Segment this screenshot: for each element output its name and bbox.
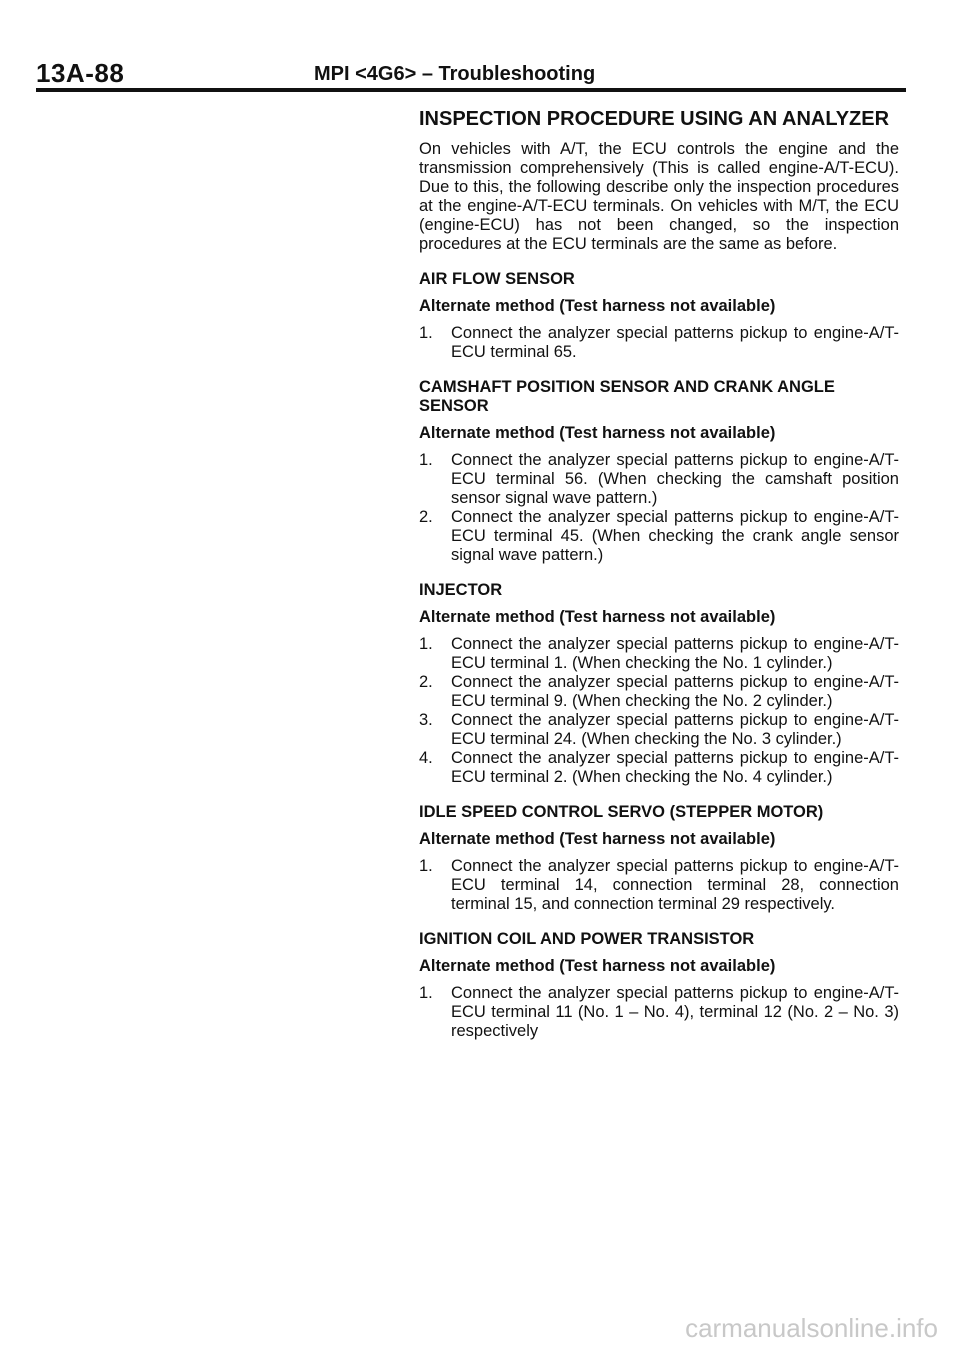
step-item <box>419 711 899 749</box>
step-number: 1. <box>419 324 433 342</box>
section-subtitle: Alternate method (Test harness not available) <box>419 297 776 315</box>
main-content <box>419 108 899 1041</box>
step-text: Connect the analyzer special patterns pickup to engine-A/T-ECU terminal 9. (When checking the No. 2 cylinder.) <box>451 673 899 710</box>
section-idle-speed-control-servo <box>419 803 899 914</box>
step-text: Connect the analyzer special patterns pickup to engine-A/T-ECU terminal 65. <box>451 324 899 361</box>
step-number: 4. <box>419 749 433 767</box>
step-number: 1. <box>419 857 433 875</box>
section-subtitle: Alternate method (Test harness not available) <box>419 830 776 848</box>
step-text: Connect the analyzer special patterns pickup to engine-A/T-ECU terminal 2. (When checking the No. 4 cylinder.) <box>451 749 899 786</box>
step-text: Connect the analyzer special patterns pickup to engine-A/T-ECU terminal 14, connection terminal 28, connection terminal 15, and connection terminal 29 respectively. <box>451 857 899 913</box>
step-number: 2. <box>419 673 433 691</box>
step-item <box>419 673 899 711</box>
section-title: CAMSHAFT POSITION SENSOR AND CRANK ANGLE SENSOR <box>419 378 835 415</box>
step-number: 1. <box>419 635 433 653</box>
section-subtitle: Alternate method (Test harness not available) <box>419 424 776 442</box>
step-number: 3. <box>419 711 433 729</box>
step-item <box>419 749 899 787</box>
section-camshaft-crank-sensor <box>419 378 899 565</box>
header-divider <box>36 88 906 92</box>
section-title: AIR FLOW SENSOR <box>419 270 575 288</box>
section-subtitle: Alternate method (Test harness not available) <box>419 957 776 975</box>
section-subtitle: Alternate method (Test harness not available) <box>419 608 776 626</box>
section-injector <box>419 581 899 787</box>
step-number: 2. <box>419 508 433 526</box>
step-text: Connect the analyzer special patterns pickup to engine-A/T-ECU terminal 45. (When checking the crank angle sensor signal wave pattern.) <box>451 508 899 564</box>
step-text: Connect the analyzer special patterns pickup to engine-A/T-ECU terminal 1. (When checking the No. 1 cylinder.) <box>451 635 899 672</box>
intro-paragraph: On vehicles with A/T, the ECU controls the engine and the transmission comprehensively (This is called engine-A/T-ECU). Due to this, the following describe only the inspection procedures at the engine-A/T-ECU terminals. On vehicles with M/T, the ECU (engine-ECU) has not been changed, so the inspection procedures at the ECU terminals are the same as before. <box>419 140 899 253</box>
step-item <box>419 635 899 673</box>
section-title: IDLE SPEED CONTROL SERVO (STEPPER MOTOR) <box>419 803 824 821</box>
section-heading: INSPECTION PROCEDURE USING AN ANALYZER <box>419 108 890 130</box>
step-list <box>419 857 899 914</box>
step-item <box>419 451 899 508</box>
step-item <box>419 508 899 565</box>
section-ignition-coil <box>419 930 899 1041</box>
page-header <box>0 0 960 100</box>
step-list <box>419 635 899 787</box>
step-text: Connect the analyzer special patterns pickup to engine-A/T-ECU terminal 56. (When checking the camshaft position sensor signal wave pattern.) <box>451 451 899 507</box>
page-title: MPI <4G6> – Troubleshooting <box>314 63 596 85</box>
site-watermark: carmanualsonline.info <box>685 1313 938 1343</box>
step-list <box>419 451 899 565</box>
step-text: Connect the analyzer special patterns pickup to engine-A/T-ECU terminal 11 (No. 1 – No. 4), terminal 12 (No. 2 – No. 3) respectively <box>451 984 899 1040</box>
step-item <box>419 984 899 1041</box>
step-list <box>419 984 899 1041</box>
step-item <box>419 857 899 914</box>
section-title: INJECTOR <box>419 581 503 599</box>
page-number: 13A-88 <box>36 58 125 88</box>
step-list <box>419 324 899 362</box>
step-text: Connect the analyzer special patterns pickup to engine-A/T-ECU terminal 24. (When checking the No. 3 cylinder.) <box>451 711 899 748</box>
step-number: 1. <box>419 984 433 1002</box>
step-item <box>419 324 899 362</box>
step-number: 1. <box>419 451 433 469</box>
section-title: IGNITION COIL AND POWER TRANSISTOR <box>419 930 755 948</box>
section-air-flow-sensor <box>419 270 899 362</box>
